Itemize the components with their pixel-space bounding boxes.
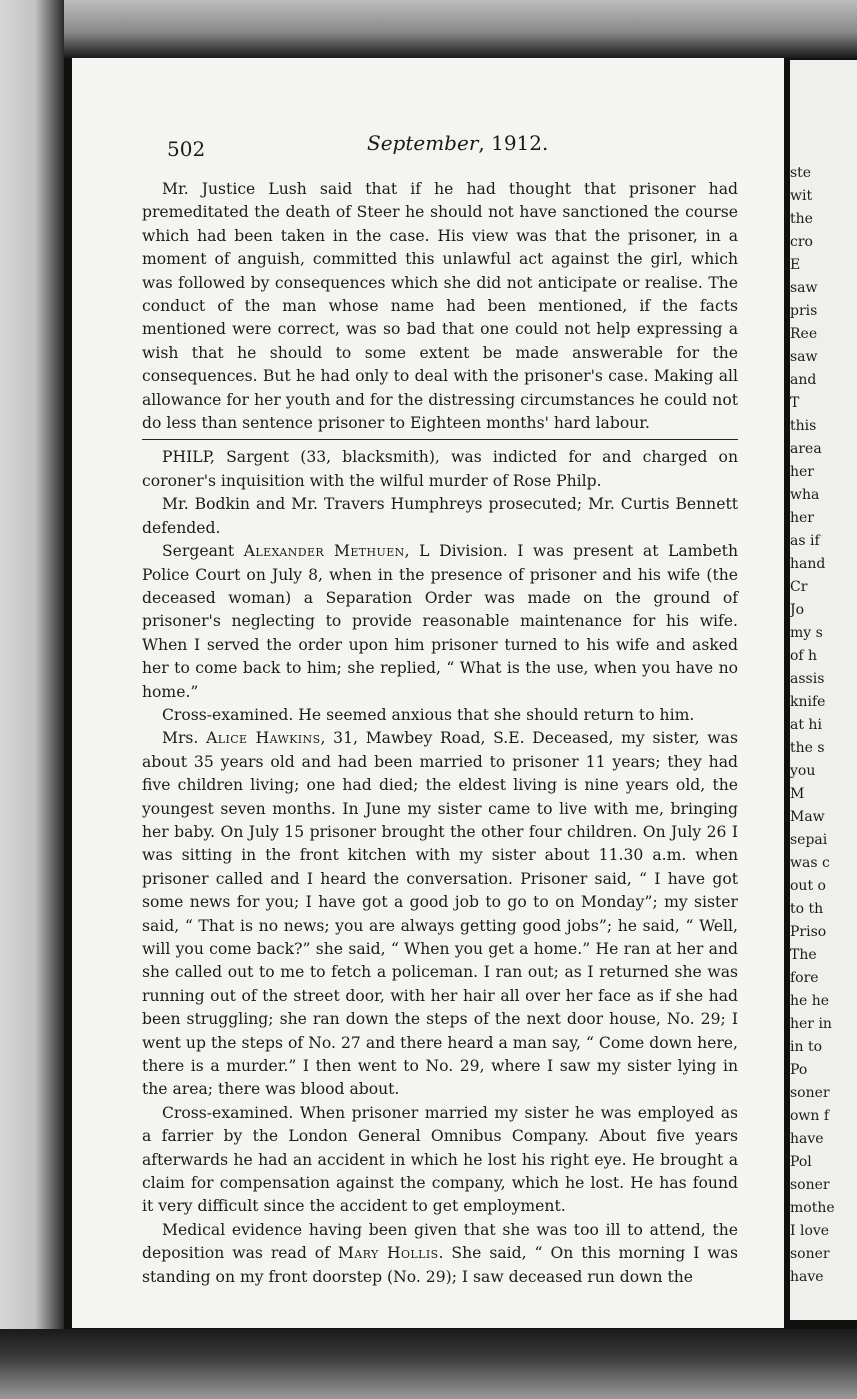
cross-examination-methuen: Cross-examined. He seemed anxious that she should return to him.: [162, 705, 695, 724]
facing-fragment: of h: [790, 648, 818, 664]
running-head-month: September: [367, 131, 479, 155]
scan-left-edge: [0, 0, 64, 1399]
witness-methuen-text: , L Division. I was present at Lambeth Police Court on July 8, when in the presence of prisoner and his wife (the deceased woman) a Separation Order was made on the ground of prisoner's neglecting to provide reasonable maintenance for his wife. When I served the order upon him prisoner turned to his wife and asked her to come back to him; she replied, “ What is the use, when you have no home.”: [142, 542, 738, 701]
witness-hawkins-prefix: Mrs.: [162, 729, 199, 748]
facing-fragment: her in: [790, 1016, 832, 1032]
facing-fragment: her: [790, 510, 814, 526]
facing-fragment: and: [790, 372, 817, 388]
facing-fragment: soner: [790, 1085, 830, 1101]
facing-fragment: to th: [790, 901, 824, 917]
case-title: PHILP, Sargent (33, blacksmith), was indicted for and charged on coroner's inquisition with the wilful murder of Rose Philp.: [142, 448, 738, 490]
witness-hollis-text: . She said, “ On this morning I was standing on my front doorstep (No. 29); I saw deceased run down the: [142, 1244, 738, 1286]
witness-hawkins-text: , 31, Mawbey Road, S.E. Deceased, my sister, was about 35 years old and had been married to prisoner 11 years; they had five children living; one had died; the eldest living is nine years old, the youngest seven months. In June my sister came to live with me, bringing her baby. On July 15 prisoner brought the other four children. On July 26 I was sitting in the front kitchen with my sister about 11.30 a.m. when prisoner called and I heard the conversation. Prisoner said, “ I have got some news for you; I have got a good job to go to on Monday”; my sister said, “ That is no news; you are always getting good jobs”; he said, “ Well, will you come back?” she said, “ When you get a home.” He ran at her and she called out to me to fetch a policeman. I ran out; as I returned she was running out of the street door, with her hair all over her face as if she had been struggling; she ran down the steps of the next door house, No. 29; I went up the steps of No. 27 and there heard a man say, “ Come down here, there is a murder.” I then went to No. 29, where I saw my sister lying in the area; there was blood about.: [142, 729, 738, 1099]
facing-fragment: saw: [790, 280, 818, 296]
facing-fragment: have: [790, 1131, 824, 1147]
facing-fragment: I love: [790, 1223, 830, 1239]
medical-evidence-text: Medical evidence having been given that she was too ill to attend, the deposition was read of: [142, 1220, 738, 1263]
facing-fragment: this: [790, 418, 817, 434]
facing-fragment: fore: [790, 970, 819, 986]
facing-fragment: own f: [790, 1108, 830, 1124]
page-number: 502: [167, 137, 206, 161]
facing-fragment: my s: [790, 625, 823, 641]
facing-fragment: Pol: [790, 1154, 812, 1170]
facing-fragment: soner: [790, 1246, 830, 1262]
page-header: [167, 131, 724, 161]
facing-fragment: saw: [790, 349, 818, 365]
scan-top-edge: [0, 0, 857, 58]
facing-fragment: as if: [790, 533, 820, 549]
facing-fragment: in to: [790, 1039, 822, 1055]
case-divider: [142, 439, 738, 440]
facing-fragment: mothe: [790, 1200, 835, 1216]
facing-fragment: out o: [790, 878, 826, 894]
book-page: [72, 58, 784, 1328]
facing-fragment: Cr: [790, 579, 808, 595]
witness-hawkins-name: Alice Hawkins: [206, 729, 321, 748]
facing-fragment: have: [790, 1269, 824, 1285]
facing-fragment: Priso: [790, 924, 827, 940]
facing-fragment: wha: [790, 487, 820, 503]
running-head-year: , 1912.: [478, 131, 549, 155]
facing-fragment: was c: [790, 855, 830, 871]
facing-fragment: hand: [790, 556, 826, 572]
witness-hawkins-paragraph: [142, 727, 738, 1102]
witness-methuen-name: Alexander Methuen: [243, 542, 405, 561]
facing-fragment: at hi: [790, 717, 822, 733]
facing-fragment: pris: [790, 303, 818, 319]
facing-fragment: M: [790, 786, 805, 802]
facing-fragment: T: [790, 395, 800, 411]
facing-fragment: sepai: [790, 832, 828, 848]
medical-evidence-paragraph: [142, 1219, 738, 1289]
facing-fragment: you: [790, 763, 816, 779]
facing-fragment: Po: [790, 1062, 808, 1078]
facing-fragment: he he: [790, 993, 830, 1009]
facing-fragment: E: [790, 257, 801, 273]
facing-fragment: the s: [790, 740, 825, 756]
facing-fragment: cro: [790, 234, 813, 250]
facing-fragment: Ree: [790, 326, 818, 342]
judgment-paragraph: Mr. Justice Lush said that if he had thought that prisoner had premeditated the death of Steer he should not have sanctioned the course which had been taken in the case. His view was that the prisoner, in a moment of anguish, committed this unlawful act against the girl, which was followed by consequences which she did not anticipate or realise. The conduct of the man whose name had been mentioned, if the facts mentioned were correct, was so bad that one could not help expressing a wish that he should to some extent be made answerable for the consequences. But he had only to deal with the prisoner's case. Making all allowance for her youth and for the distressing circumstances he could not do less than sentence prisoner to Eighteen months' hard labour.: [142, 180, 738, 433]
witness-hollis-name: Mary Hollis: [337, 1244, 439, 1263]
facing-fragment: wit: [790, 188, 813, 204]
scan-bottom-edge: [0, 1329, 857, 1399]
facing-fragment: area: [790, 441, 822, 457]
facing-page-edge: [790, 60, 857, 1320]
facing-fragment: the: [790, 211, 813, 227]
facing-fragment: assis: [790, 671, 825, 687]
running-head: [367, 131, 548, 155]
page-body: [142, 178, 738, 1289]
cross-examination-hawkins: Cross-examined. When prisoner married my sister he was employed as a farrier by the London General Omnibus Company. About five years afterwards he had an accident in which he lost his right eye. He brought a claim for compensation against the company, which he lost. He has found it very difficult since the accident to get employment.: [142, 1103, 738, 1216]
facing-fragment: knife: [790, 694, 826, 710]
facing-fragment: The: [790, 947, 817, 963]
facing-fragment: ste: [790, 165, 812, 181]
facing-fragment: soner: [790, 1177, 830, 1193]
facing-fragment: Jo: [790, 602, 805, 618]
counsel-line: Mr. Bodkin and Mr. Travers Humphreys prosecuted; Mr. Curtis Bennett defended.: [142, 495, 738, 537]
facing-fragment: her: [790, 464, 814, 480]
witness-methuen-prefix: Sergeant: [162, 542, 235, 561]
witness-methuen-paragraph: [142, 540, 738, 704]
facing-fragment: Maw: [790, 809, 825, 825]
